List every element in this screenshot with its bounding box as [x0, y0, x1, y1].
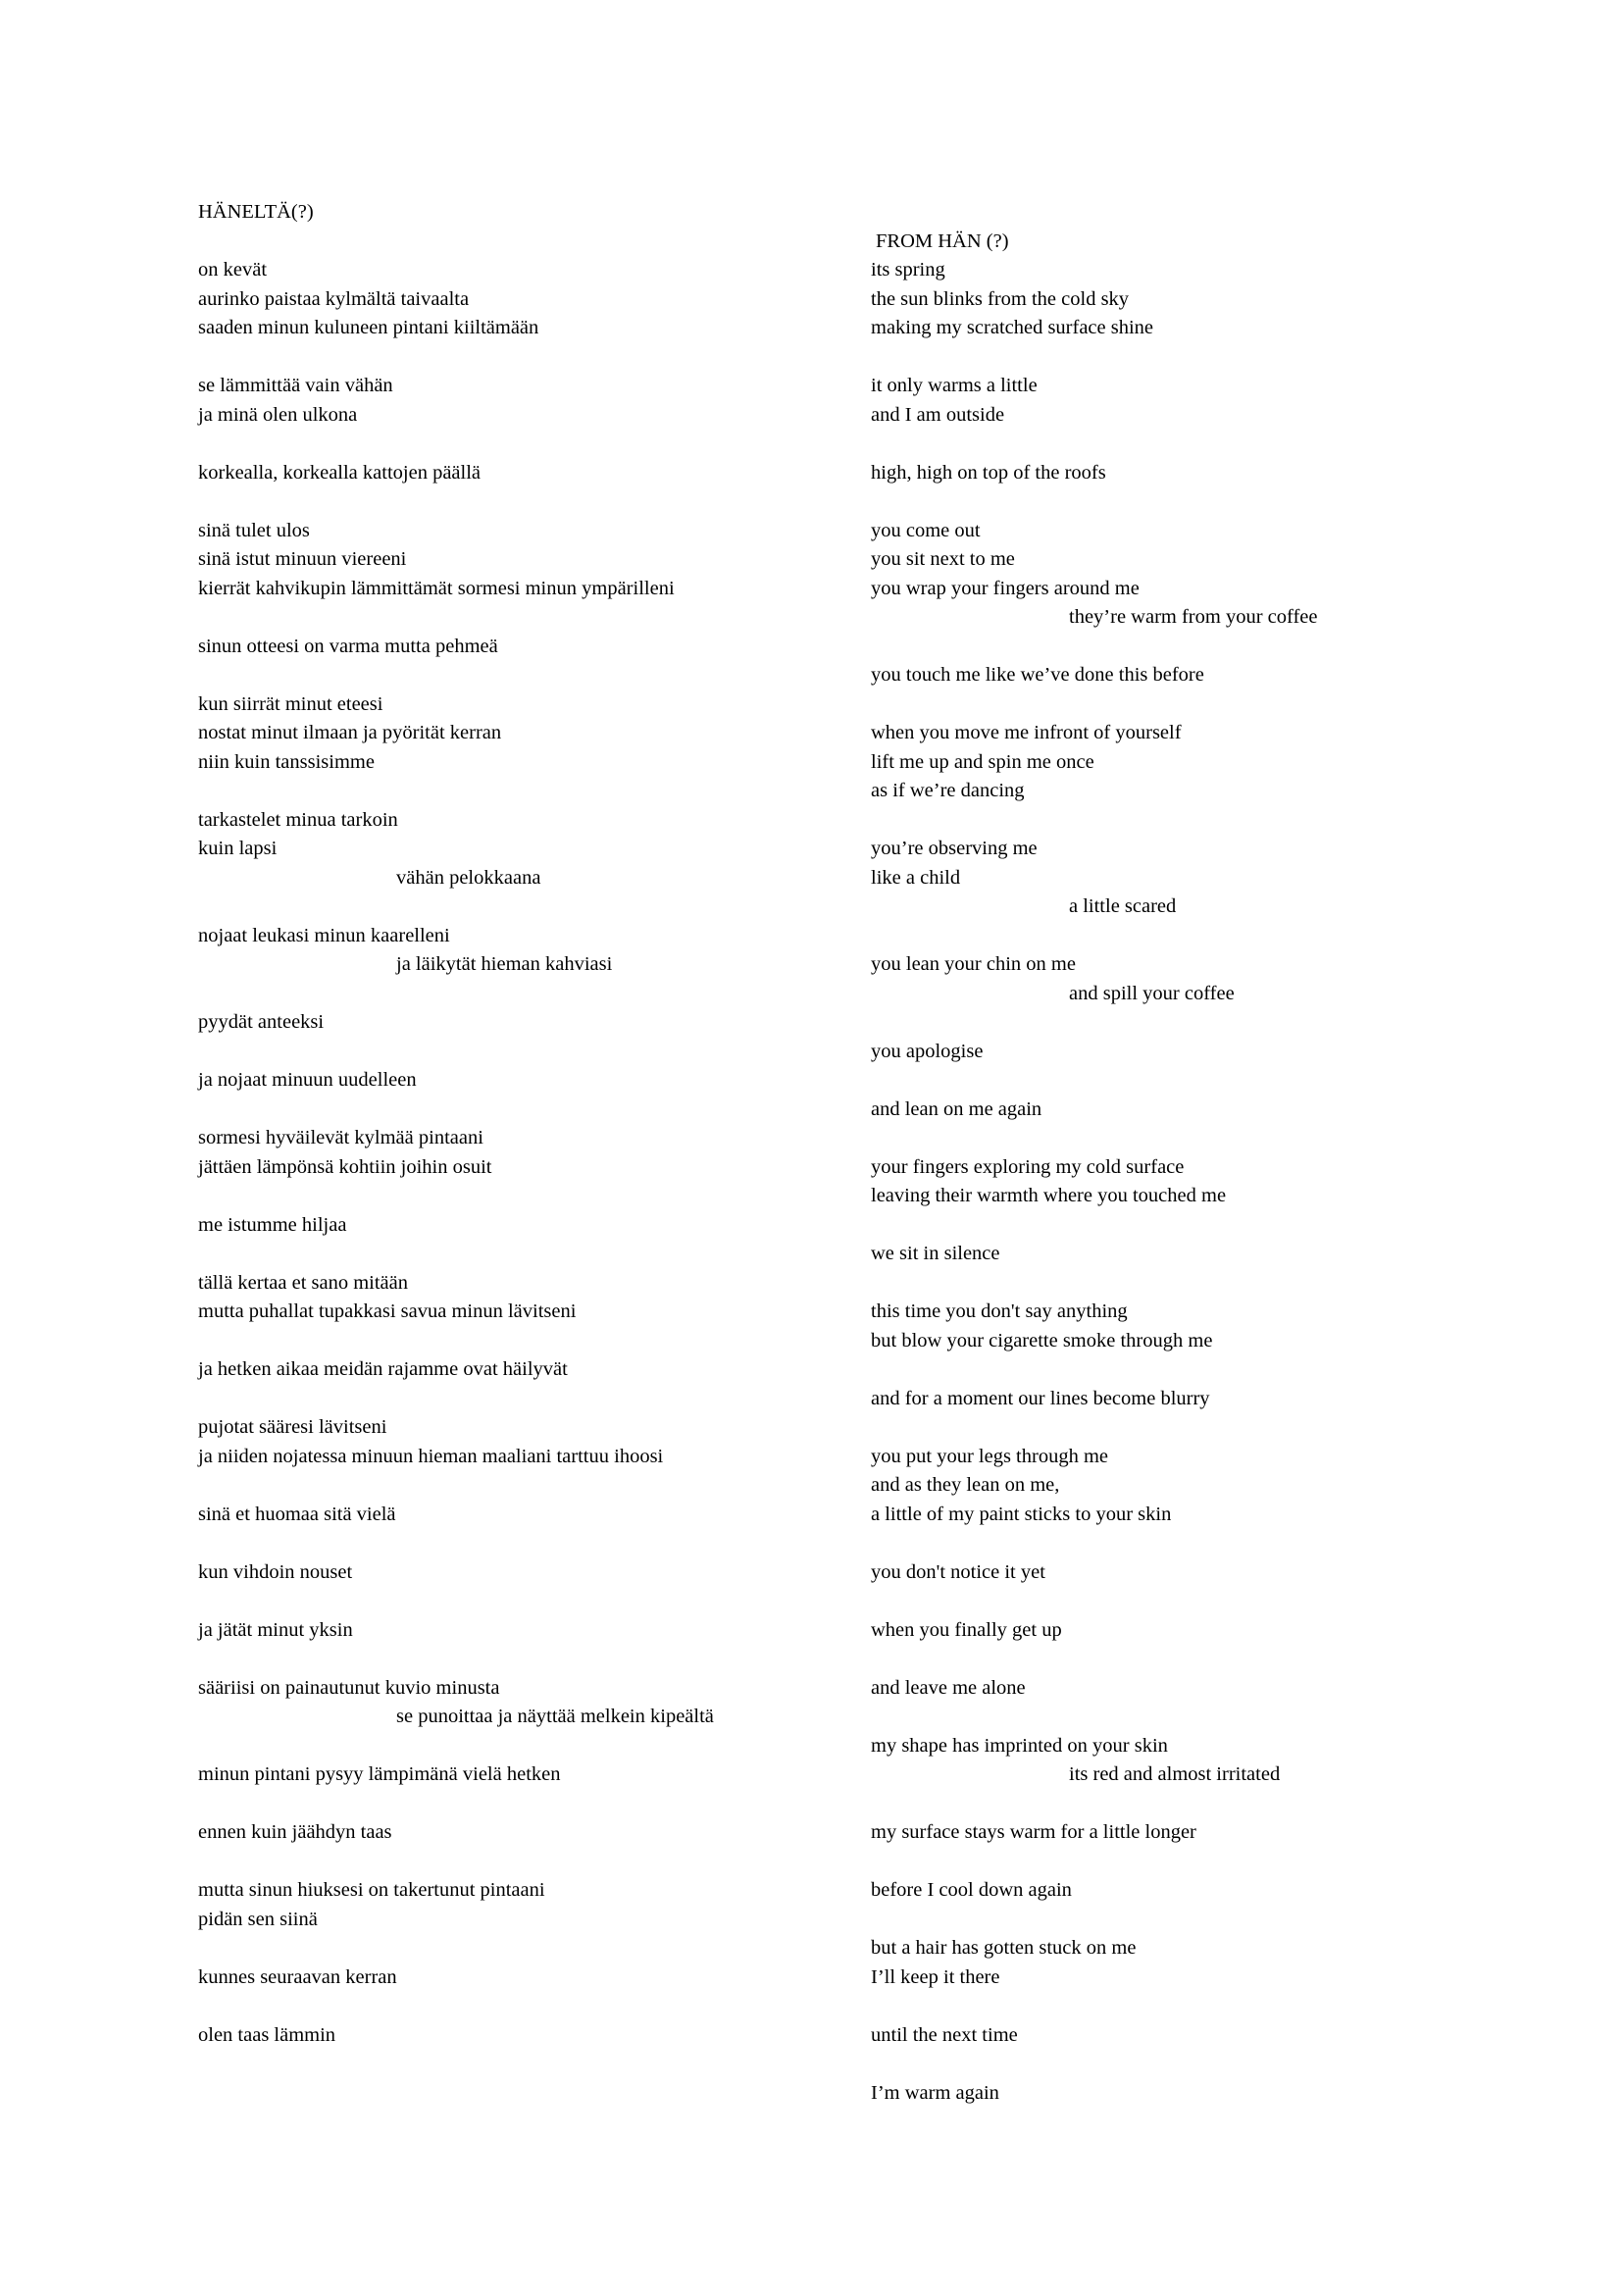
- poem-line: like a child: [871, 866, 961, 889]
- blank-line: [198, 603, 845, 633]
- poem-line: you don't notice it yet: [871, 1560, 1045, 1583]
- poem-line: you put your legs through me: [871, 1445, 1108, 1467]
- poem-line: I’m warm again: [871, 2081, 999, 2104]
- poem-line: sinä istut minuun viereeni: [198, 548, 407, 570]
- poem-line: your fingers exploring my cold surface: [871, 1155, 1185, 1178]
- poem-line: niin kuin tanssisimme: [198, 750, 375, 773]
- blank-line: [198, 1038, 845, 1067]
- blank-line: [871, 343, 1557, 373]
- poem-line: se lämmittää vain vähän: [198, 375, 393, 396]
- poem-line: but a hair has gotten stuck on me: [871, 1937, 1137, 1959]
- blank-line: [198, 1471, 845, 1501]
- poem-line: tarkastelet minua tarkoin: [198, 808, 398, 831]
- blank-line: [871, 1906, 1557, 1935]
- blank-line: [198, 1587, 845, 1616]
- poem-line: saaden minun kuluneen pintani kiiltämään: [198, 317, 539, 338]
- poem-line: its spring: [871, 259, 945, 280]
- poem-line: you come out: [871, 519, 981, 541]
- poem-line: ja minä olen ulkona: [198, 403, 358, 426]
- poem-line: you wrap your fingers around me: [871, 577, 1140, 599]
- blank-line: [198, 430, 845, 459]
- poem-line: ja jätät minut yksin: [198, 1618, 353, 1641]
- poem-line: making my scratched surface shine: [871, 317, 1154, 338]
- blank-line: [871, 1529, 1557, 1558]
- poem-line: lift me up and spin me once: [871, 750, 1094, 773]
- poem-line: it only warms a little: [871, 375, 1038, 396]
- poem-line: a little scared: [1069, 895, 1177, 917]
- blank-line: [871, 1848, 1557, 1877]
- poem-line: me istumme hiljaa: [198, 1213, 347, 1236]
- blank-line: [198, 1934, 845, 1963]
- blank-line: [198, 1529, 845, 1558]
- poem-line: ja nojaat minuun uudelleen: [198, 1069, 417, 1091]
- blank-line: [198, 1327, 845, 1356]
- blank-line: [198, 1732, 845, 1761]
- poem-line: ja niiden nojatessa minuun hieman maaliani tarttuu ihoosi: [198, 1445, 664, 1467]
- poem-line: this time you don't say anything: [871, 1300, 1128, 1322]
- poem-line: on kevät: [198, 259, 268, 280]
- blank-line: [198, 892, 845, 922]
- poem-line: when you move me infront of yourself: [871, 722, 1182, 743]
- blank-line: [871, 1645, 1557, 1674]
- poem-line: and as they lean on me,: [871, 1474, 1060, 1496]
- poem-line: but blow your cigarette smoke through me: [871, 1329, 1213, 1351]
- poem-line: aurinko paistaa kylmältä taivaalta: [198, 287, 470, 310]
- poem-line: minun pintani pysyy lämpimänä vielä hetken: [198, 1763, 561, 1785]
- blank-line: [198, 343, 845, 373]
- blank-line: [198, 228, 845, 257]
- blank-line: [871, 1587, 1557, 1616]
- blank-line: [871, 1124, 1557, 1153]
- poem-line: pidän sen siinä: [198, 1908, 318, 1930]
- poem-line: and spill your coffee: [1069, 982, 1235, 1004]
- poem-line: tällä kertaa et sano mitään: [198, 1271, 409, 1294]
- poem-line: until the next time: [871, 2023, 1018, 2046]
- poem-line: pyydät anteeksi: [198, 1011, 325, 1033]
- poem-line: I’ll keep it there: [871, 1965, 1000, 1988]
- poem-line: my surface stays warm for a little longer: [871, 1821, 1196, 1843]
- poem-line: kunnes seuraavan kerran: [198, 1965, 397, 1988]
- blank-line: [871, 806, 1557, 836]
- poem-line: a little of my paint sticks to your skin: [871, 1503, 1172, 1525]
- poem-line: sinä tulet ulos: [198, 519, 310, 541]
- poem-line: you apologise: [871, 1040, 984, 1062]
- blank-line: [198, 1385, 845, 1414]
- poem-line: sinä et huomaa sitä vielä: [198, 1503, 396, 1525]
- poem-line: we sit in silence: [871, 1243, 1000, 1264]
- blank-line: [871, 1269, 1557, 1299]
- poem-line: nostat minut ilmaan ja pyörität kerran: [198, 722, 502, 743]
- blank-line: [198, 1096, 845, 1125]
- blank-line: [871, 1413, 1557, 1443]
- poem-line: sinun otteesi on varma mutta pehmeä: [198, 635, 498, 657]
- poem-line: its red and almost irritated: [1069, 1763, 1281, 1785]
- poem-line: and I am outside: [871, 403, 1005, 426]
- blank-line: [871, 1008, 1557, 1038]
- blank-line: [871, 1211, 1557, 1241]
- poem-line: ennen kuin jäähdyn taas: [198, 1821, 392, 1843]
- poem-line: my shape has imprinted on your skin: [871, 1734, 1168, 1757]
- poem-line: sääriisi on painautunut kuvio minusta: [198, 1676, 500, 1699]
- poem-line: kun siirrät minut eteesi: [198, 692, 383, 715]
- blank-line: [871, 1992, 1557, 2021]
- blank-line: [871, 690, 1557, 720]
- blank-line: [871, 198, 1557, 228]
- blank-line: [198, 1790, 845, 1819]
- poem-line: olen taas lämmin: [198, 2023, 336, 2046]
- poem-line: you’re observing me: [871, 838, 1038, 859]
- poem-line: kuin lapsi: [198, 838, 278, 859]
- poem-line: as if we’re dancing: [871, 780, 1025, 801]
- poem-line: kun vihdoin nouset: [198, 1560, 353, 1583]
- blank-line: [871, 1066, 1557, 1096]
- blank-line: [198, 980, 845, 1009]
- blank-line: [871, 487, 1557, 517]
- blank-line: [198, 487, 845, 517]
- poem-title-english: FROM HÄN (?): [876, 229, 1009, 252]
- blank-line: [871, 1355, 1557, 1385]
- blank-line: [198, 777, 845, 806]
- poem-line: ja läikytät hieman kahviasi: [396, 953, 613, 975]
- blank-line: [871, 922, 1557, 951]
- poem-line: pujotat sääresi lävitseni: [198, 1416, 387, 1438]
- blank-line: [198, 1848, 845, 1877]
- poem-line: before I cool down again: [871, 1879, 1072, 1901]
- poem-line: mutta sinun hiuksesi on takertunut pintaani: [198, 1879, 545, 1901]
- poem-line: ja hetken aikaa meidän rajamme ovat häilyvät: [198, 1358, 568, 1380]
- poem-title-finnish: HÄNELTÄ(?): [198, 201, 314, 223]
- blank-line: [198, 661, 845, 690]
- blank-line: [198, 1992, 845, 2021]
- blank-line: [871, 1790, 1557, 1819]
- blank-line: [871, 430, 1557, 459]
- poem-finnish: [198, 198, 845, 2050]
- poem-line: you touch me like we’ve done this before: [871, 664, 1204, 686]
- poem-line: kierrät kahvikupin lämmittämät sormesi minun ympärilleni: [198, 577, 675, 599]
- poem-line: sormesi hyväilevät kylmää pintaani: [198, 1127, 483, 1148]
- poem-line: you sit next to me: [871, 548, 1015, 570]
- poem-line: high, high on top of the roofs: [871, 461, 1106, 484]
- poem-line: the sun blinks from the cold sky: [871, 287, 1130, 310]
- blank-line: [871, 2050, 1557, 2079]
- blank-line: [198, 1240, 845, 1269]
- poem-line: jättäen lämpönsä kohtiin joihin osuit: [198, 1155, 492, 1178]
- blank-line: [198, 1182, 845, 1211]
- poem-line: vähän pelokkaana: [396, 866, 541, 889]
- blank-line: [871, 633, 1557, 662]
- poem-line: when you finally get up: [871, 1618, 1062, 1641]
- poem-line: korkealla, korkealla kattojen päällä: [198, 461, 482, 484]
- poem-line: se punoittaa ja näyttää melkein kipeältä: [396, 1706, 714, 1727]
- blank-line: [198, 1645, 845, 1674]
- poem-line: and for a moment our lines become blurry: [871, 1387, 1210, 1409]
- poem-line: mutta puhallat tupakkasi savua minun lävitseni: [198, 1300, 577, 1322]
- poem-line: leaving their warmth where you touched me: [871, 1185, 1227, 1206]
- poem-line: they’re warm from your coffee: [1069, 606, 1318, 628]
- poem-line: and leave me alone: [871, 1676, 1026, 1699]
- poem-line: you lean your chin on me: [871, 953, 1076, 975]
- poem-line: and lean on me again: [871, 1097, 1042, 1120]
- blank-line: [871, 1703, 1557, 1732]
- poem-english: [871, 198, 1557, 2108]
- poem-line: nojaat leukasi minun kaarelleni: [198, 924, 450, 946]
